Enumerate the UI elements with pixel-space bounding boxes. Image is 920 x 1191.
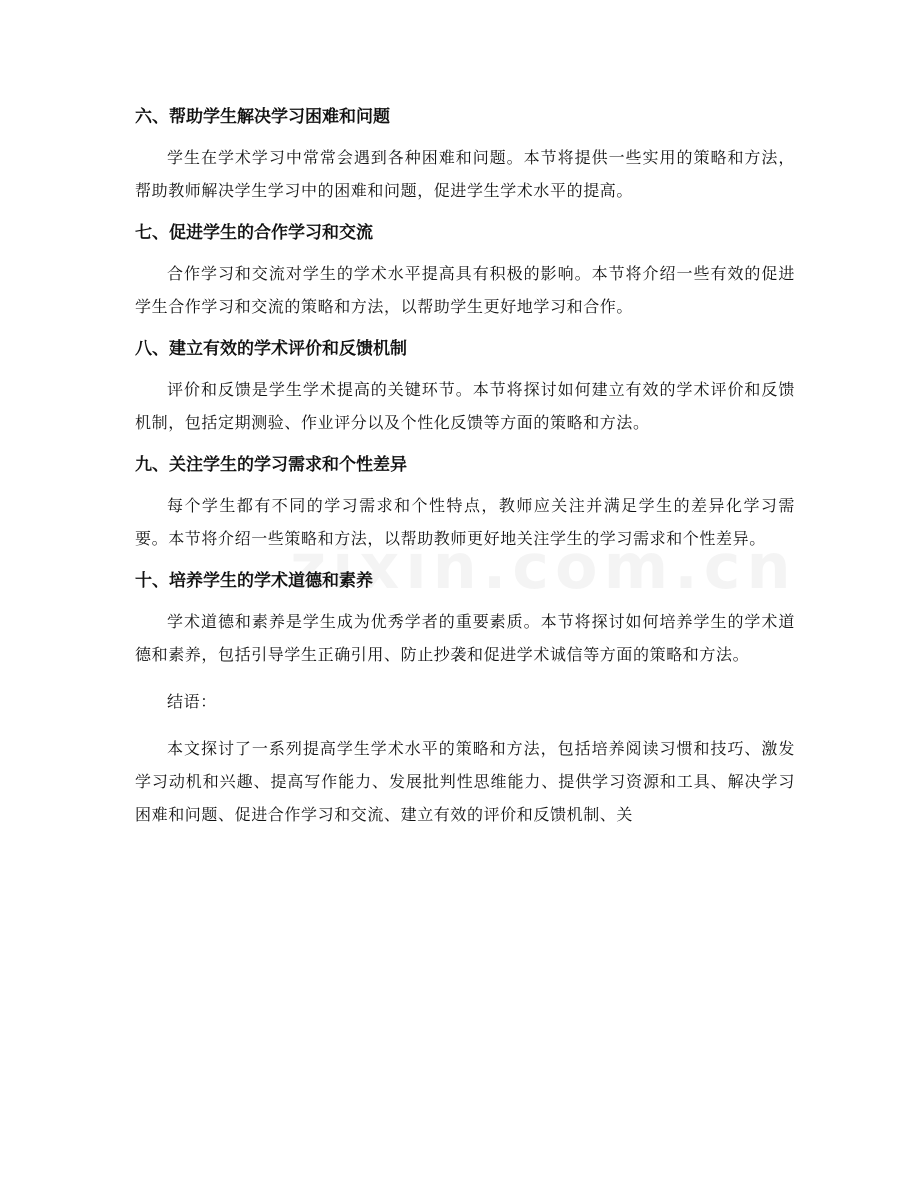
section-10 xyxy=(135,569,795,671)
section-heading: 十、培养学生的学术道德和素养 xyxy=(135,571,373,591)
conclusion-paragraph: 本文探讨了一系列提高学生学术水平的策略和方法，包括培养阅读习惯和技巧、激发学习动机和兴趣、提高写作能力、发展批判性思维能力、提供学习资源和工具、解决学习困难和问题、促进合作学习和交流、建立有效的评价和反馈机制、关 xyxy=(135,739,795,824)
section-heading: 八、建立有效的学术评价和反馈机制 xyxy=(135,339,407,359)
section-heading: 九、关注学生的学习需求和个性差异 xyxy=(135,455,407,475)
section-heading: 七、促进学生的合作学习和交流 xyxy=(135,223,373,243)
section-paragraph: 学术道德和素养是学生成为优秀学者的重要素质。本节将探讨如何培养学生的学术道德和素养，包括引导学生正确引用、防止抄袭和促进学术诚信等方面的策略和方法。 xyxy=(135,612,795,664)
section-9 xyxy=(135,453,795,555)
section-6 xyxy=(135,105,795,207)
section-paragraph: 每个学生都有不同的学习需求和个性特点，教师应关注并满足学生的差异化学习需要。本节将介绍一些策略和方法，以帮助教师更好地关注学生的学习需求和个性差异。 xyxy=(135,496,795,548)
section-7 xyxy=(135,221,795,323)
section-paragraph: 评价和反馈是学生学术提高的关键环节。本节将探讨如何建立有效的学术评价和反馈机制，包括定期测验、作业评分以及个性化反馈等方面的策略和方法。 xyxy=(135,380,795,432)
section-heading: 六、帮助学生解决学习困难和问题 xyxy=(135,107,390,127)
section-8 xyxy=(135,337,795,439)
document-content xyxy=(135,105,795,845)
conclusion xyxy=(135,685,795,831)
conclusion-label: 结语： xyxy=(167,692,217,711)
section-paragraph: 学生在学术学习中常常会遇到各种困难和问题。本节将提供一些实用的策略和方法，帮助教师解决学生学习中的困难和问题，促进学生学术水平的提高。 xyxy=(135,148,795,200)
section-paragraph: 合作学习和交流对学生的学术水平提高具有积极的影响。本节将介绍一些有效的促进学生合作学习和交流的策略和方法，以帮助学生更好地学习和合作。 xyxy=(135,264,795,316)
